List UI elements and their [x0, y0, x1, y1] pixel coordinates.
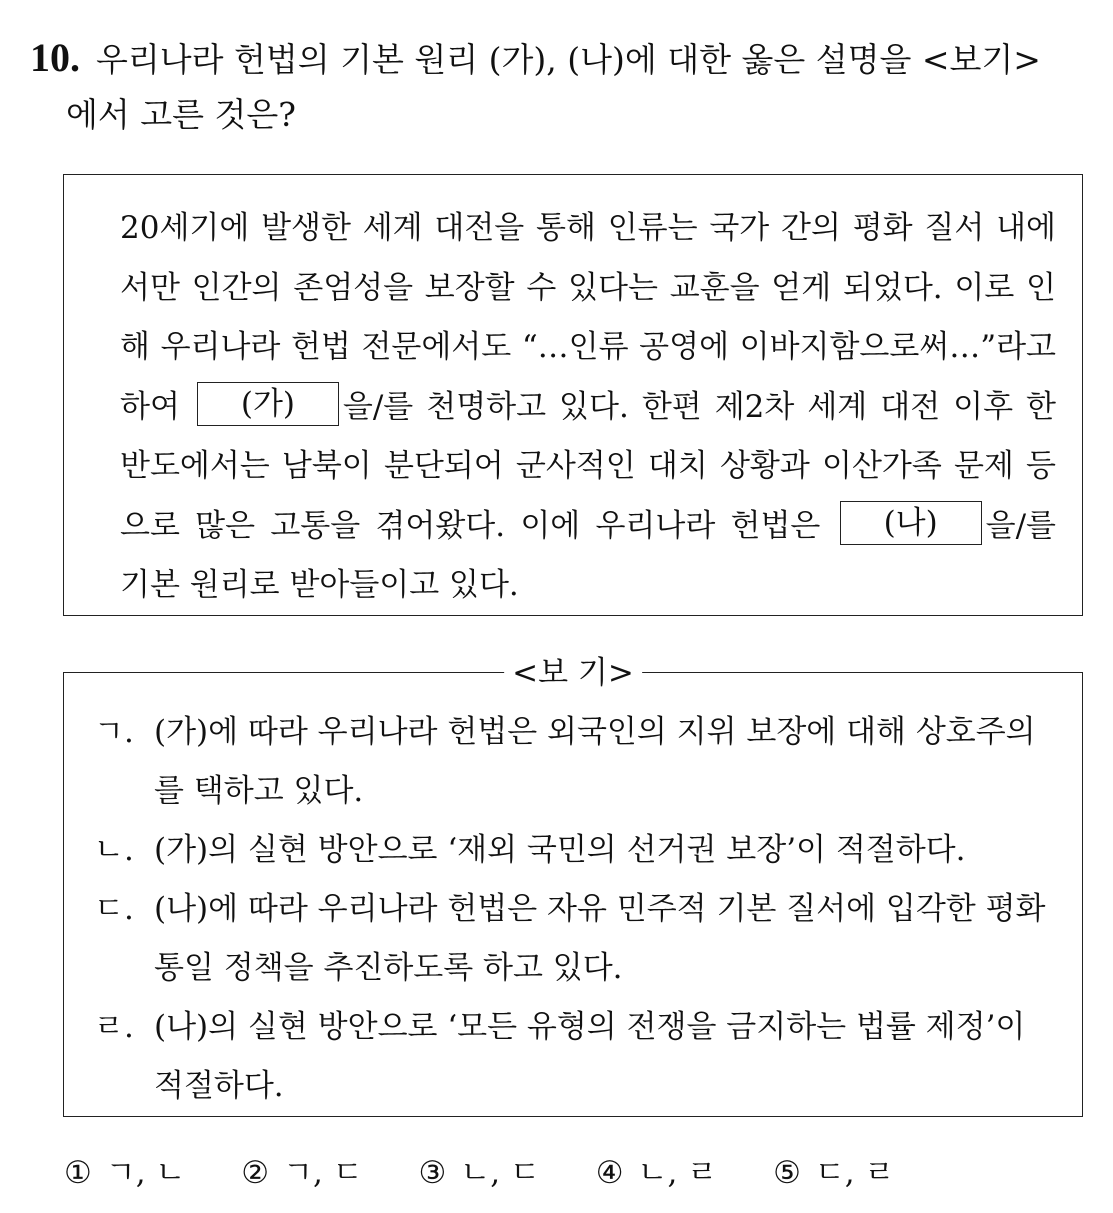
answer-choices [64, 1148, 1064, 1198]
choice-number: ④ [595, 1155, 624, 1191]
choice-number: ③ [418, 1155, 447, 1191]
bogi-marker: ㄷ. [94, 891, 134, 927]
passage-part-2: 을/를 천명하고 있다. 한편 제2차 세계 대전 이후 한반도에서는 남북이 분단되어 군사적인 대치 상황과 이산가족 문제 등으로 많은 고통을 겪어왔다. 이에 우리나라 헌법은 [120, 388, 1056, 544]
choice-4[interactable] [596, 1148, 717, 1198]
bogi-item-nieun [90, 821, 1056, 880]
passage-part-1: 20세기에 발생한 세계 대전을 통해 인류는 국가 간의 평화 질서 내에서만 인간의 존엄성을 보장할 수 있다는 교훈을 얻게 되었다. 이로 인해 우리나라 헌법 전문에서도 “…인류 공영에 이바지함으로써…”라고 하여 [120, 210, 1056, 425]
blank-box-na: (나) [840, 501, 982, 545]
choice-number: ② [241, 1155, 270, 1191]
bogi-marker: ㄹ. [94, 1009, 134, 1045]
question-text-line-1: 우리나라 헌법의 기본 원리 (가), (나)에 대한 옳은 설명을 <보기> [96, 40, 1041, 79]
bogi-title: <보 기> [504, 647, 642, 699]
choice-text: ㄴ, ㄷ [460, 1155, 540, 1191]
bogi-marker: ㄱ. [94, 714, 134, 750]
bogi-box [63, 655, 1083, 1117]
choice-number: ① [64, 1155, 92, 1191]
question-line-1 [30, 30, 1090, 87]
bogi-item-rieul [90, 998, 1056, 1116]
question-stem [30, 30, 1090, 142]
choice-text: ㄷ, ㄹ [814, 1155, 895, 1191]
passage-box [63, 174, 1083, 616]
bogi-item-text: (가)의 실현 방안으로 ‘재외 국민의 선거권 보장’이 적절하다. [154, 832, 966, 868]
blank-box-ga: (가) [197, 382, 339, 426]
bogi-item-giyeok [90, 703, 1056, 821]
choice-3[interactable] [419, 1148, 540, 1198]
passage-text [90, 199, 1056, 616]
choice-text: ㄱ, ㄷ [283, 1155, 363, 1191]
bogi-item-digeut [90, 880, 1056, 998]
choice-text: ㄴ, ㄹ [637, 1155, 718, 1191]
choice-text: ㄱ, ㄴ [105, 1155, 186, 1191]
bogi-item-text: (가)에 따라 우리나라 헌법은 외국인의 지위 보장에 대해 상호주의를 택하고 있다. [154, 714, 1036, 809]
bogi-item-text: (나)의 실현 방안으로 ‘모든 유형의 전쟁을 금지하는 법률 제정’이 적절하다. [154, 1009, 1026, 1104]
question-text-line-2: 에서 고른 것은? [66, 95, 296, 134]
choice-1[interactable] [64, 1148, 185, 1198]
choice-5[interactable] [773, 1148, 894, 1198]
choice-2[interactable] [241, 1148, 362, 1198]
passage-part-3: 을/를 기본 원리로 받아들이고 있다. [120, 507, 1056, 603]
bogi-marker: ㄴ. [94, 832, 134, 868]
question-number: 10. [30, 35, 80, 80]
choice-number: ⑤ [773, 1155, 801, 1191]
bogi-item-text: (나)에 따라 우리나라 헌법은 자유 민주적 기본 질서에 입각한 평화 통일 정책을 추진하도록 하고 있다. [154, 891, 1046, 986]
